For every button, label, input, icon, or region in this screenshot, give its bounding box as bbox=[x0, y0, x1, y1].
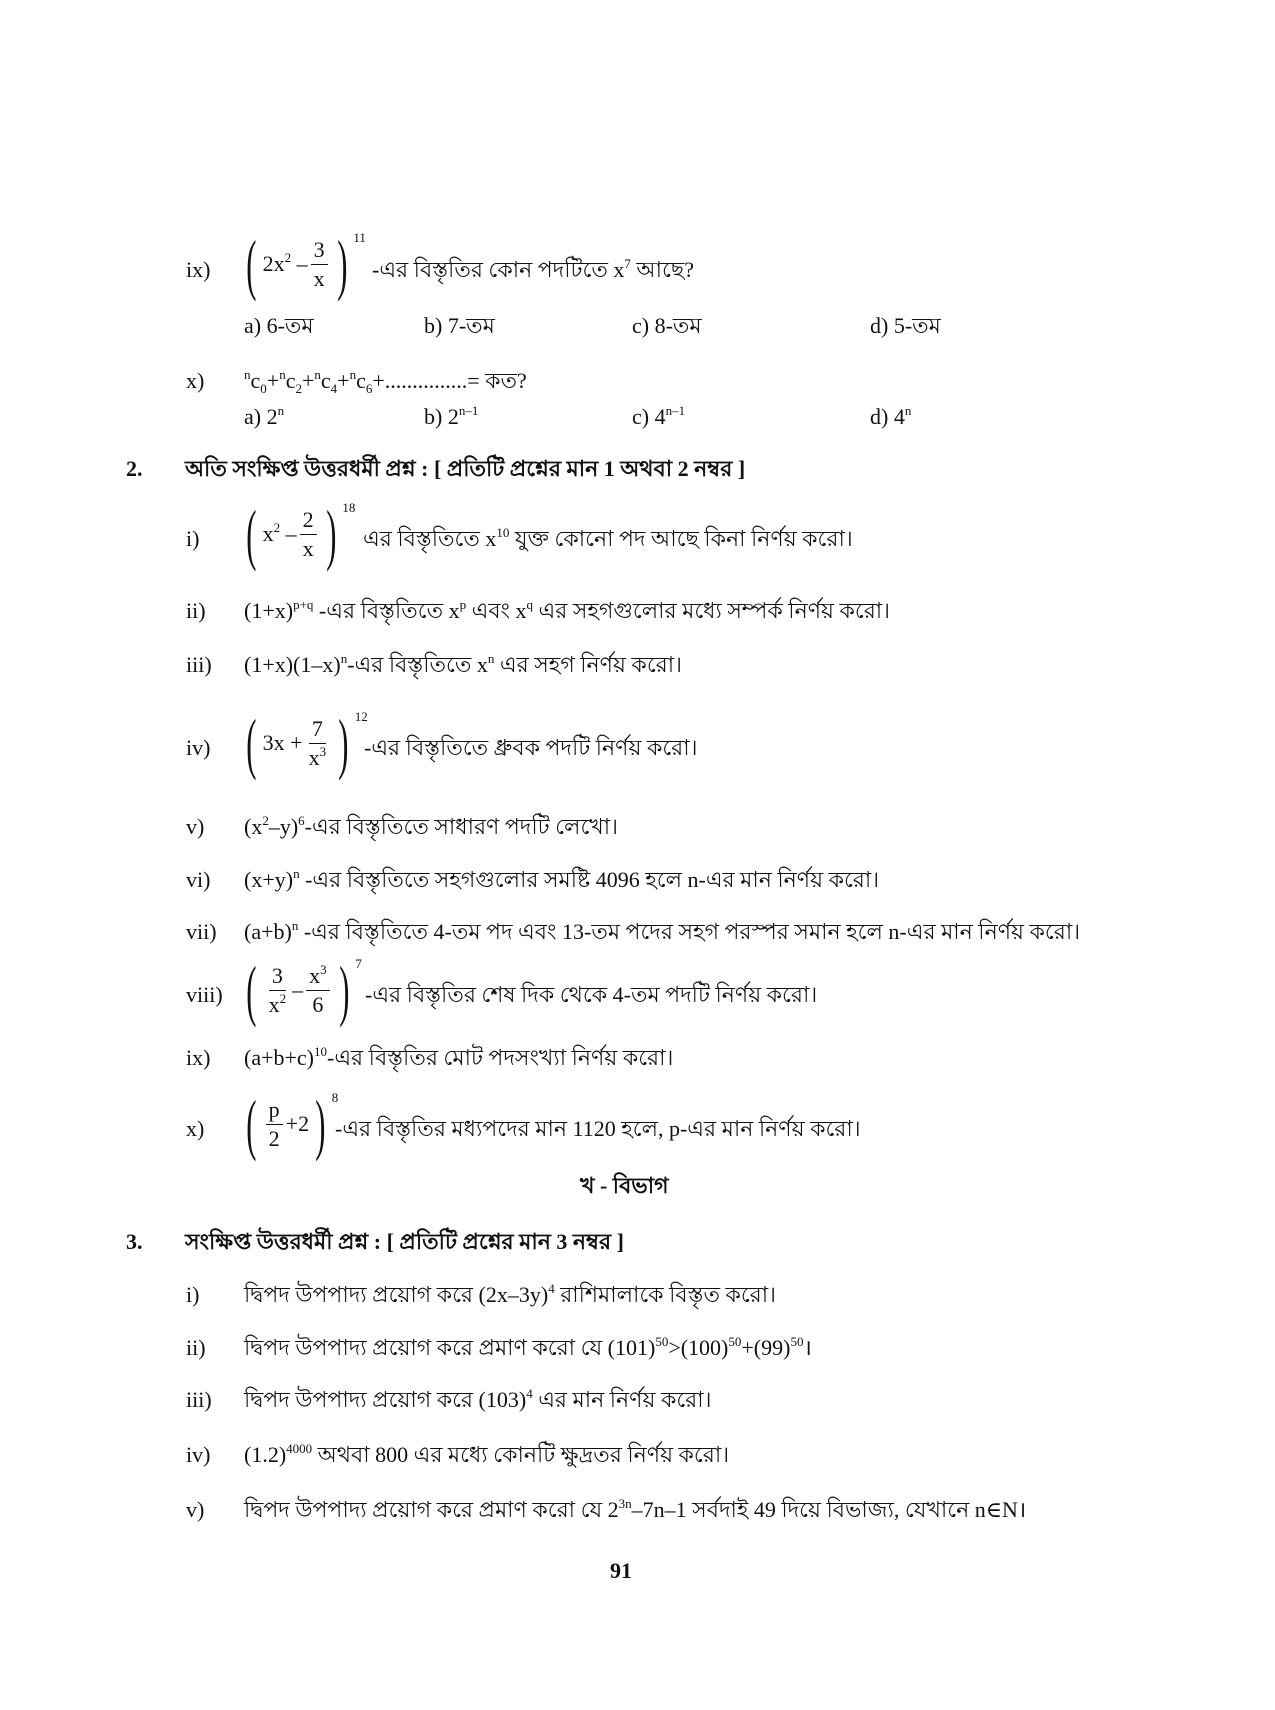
q3-v-text: দ্বিপদ উপপাদ্য প্রয়োগ করে প্রমাণ করো যে $2^{3n}-7n-1$ সর্বদাই 49 দিয়ে বিভাজ্য, যেখানে n∈N। bbox=[244, 1496, 1027, 1522]
q1-ix-option-b: b) 7-তম bbox=[424, 313, 495, 338]
q1-ix-text: -এর বিস্তৃতির কোন পদটিতে $x^7$ আছে? bbox=[372, 256, 694, 282]
q2-i-text: এর বিস্তৃতিতে $x^{10}$ যুক্ত কোনো পদ আছে কিনা নির্ণয় করো। bbox=[363, 525, 853, 551]
q3-title: সংক্ষিপ্ত উত্তরধর্মী প্রশ্ন : [ প্রতিটি প্রশ্নের মান 3 নম্বর ] bbox=[185, 1229, 624, 1254]
q2-vii-text: $(a+b)^n$ -এর বিস্তৃতিতে 4-তম পদ এবং 13-তম পদের সহগ পরস্পর সমান হলে n-এর মান নির্ণয় করো। bbox=[244, 918, 1081, 944]
q2-viii-text: -এর বিস্তৃতির শেষ দিক থেকে 4-তম পদটি নির্ণয় করো। bbox=[365, 982, 818, 1007]
page-number: 91 bbox=[610, 1558, 632, 1583]
q2-iv-expression: ( 3x + $\frac{7}{x^3}$ ) 12 bbox=[246, 705, 368, 781]
q2-x-expression: ( $\frac{p}{2}$ +2 ) 8 bbox=[246, 1086, 339, 1162]
q2-iv-text: -এর বিস্তৃতিতে ধ্রুবক পদটি নির্ণয় করো। bbox=[364, 735, 698, 760]
q3-iii-number: iii) bbox=[186, 1387, 212, 1412]
q3-i-number: i) bbox=[186, 1282, 200, 1307]
q2-ii-text: $(1+x)^{p+q}$ -এর বিস্তৃতিতে $x^p$ এবং $x^q$ এর সহগগুলোর মধ্যে সম্পর্ক নির্ণয় করো। bbox=[244, 597, 891, 623]
q3-v-number: v) bbox=[186, 1497, 205, 1522]
q2-viii-expression: ( $\frac{3}{x^2}$ – $\frac{x^3}{6}$ ) 7 bbox=[246, 952, 362, 1028]
q2-title: অতি সংক্ষিপ্ত উত্তরধর্মী প্রশ্ন : [ প্রতিটি প্রশ্নের মান 1 অথবা 2 নম্বর ] bbox=[185, 456, 746, 481]
q2-iii-text: $(1+x)(1-x)^n-এর$ বিস্তৃতিতে $x^n$ এর সহগ নির্ণয় করো। bbox=[244, 651, 683, 677]
q3-i-text: দ্বিপদ উপপাদ্য প্রয়োগ করে $(2x-3y)^4$ রাশিমালাকে বিস্তৃত করো। bbox=[244, 1281, 777, 1307]
q3-iv-text: $(1.2)^{4000}$ অথবা 800 এর মধ্যে কোনটি ক্ষুদ্রতর নির্ণয় করো। bbox=[244, 1441, 730, 1467]
q2-viii-number: viii) bbox=[186, 982, 223, 1007]
q2-vii-number: vii) bbox=[186, 919, 217, 944]
q2-ix-text: $(a+b+c)^{10}-এর$ বিস্তৃতির মোট পদসংখ্যা নির্ণয় করো। bbox=[244, 1044, 674, 1070]
q1-x-number: x) bbox=[186, 368, 205, 393]
q2-vi-text: $(x+y)^n$ -এর বিস্তৃতিতে সহগগুলোর সমষ্টি 4096 হলে n-এর মান নির্ণয় করো। bbox=[244, 866, 880, 892]
q1-ix-option-a: a) 6-তম bbox=[244, 313, 314, 338]
q2-vi-number: vi) bbox=[186, 867, 211, 892]
q1-ix-expression: ( $2x^2$ – $\frac{3}{x}$ ) 11 bbox=[246, 226, 366, 302]
q2-i-number: i) bbox=[186, 526, 200, 551]
q2-x-text: -এর বিস্তৃতির মধ্যপদের মান 1120 হলে, p-এর মান নির্ণয় করো। bbox=[335, 1116, 861, 1141]
q1-ix-option-c: c) 8-তম bbox=[632, 313, 702, 338]
q3-iv-number: iv) bbox=[186, 1442, 211, 1467]
q1-ix-number: ix) bbox=[186, 257, 211, 282]
q1-x-option-a: a) 2$^n$ bbox=[244, 403, 285, 429]
q1-x-option-c: c) 4$^{n-1}$ bbox=[632, 403, 686, 429]
q2-number: 2. bbox=[126, 456, 143, 481]
q1-x-option-b: b) 2$^{n-1}$ bbox=[424, 403, 479, 429]
q2-ix-number: ix) bbox=[186, 1045, 211, 1070]
q3-ii-number: ii) bbox=[186, 1335, 206, 1360]
q1-x-series: $^nc_0+^nc_2+^nc_4+^nc_6+...............=$ কত? bbox=[244, 367, 527, 396]
q1-ix-option-d: d) 5-তম bbox=[870, 313, 941, 338]
q1-x-option-d: d) 4$^n$ bbox=[870, 403, 912, 429]
q2-iv-number: iv) bbox=[186, 735, 211, 760]
q3-ii-text: দ্বিপদ উপপাদ্য প্রয়োগ করে প্রমাণ করো যে $(101)^{50}>(100)^{50}+(99)^{50}।$ bbox=[244, 1334, 812, 1360]
q2-x-number: x) bbox=[186, 1116, 205, 1141]
q2-v-text: $(x^2-y)^6-এর$ বিস্তৃতিতে সাধারণ পদটি লেখো। bbox=[244, 813, 618, 839]
q3-number: 3. bbox=[126, 1229, 143, 1254]
section-heading: খ - বিভাগ bbox=[580, 1173, 669, 1198]
q3-iii-text: দ্বিপদ উপপাদ্য প্রয়োগ করে $(103)^4$ এর মান নির্ণয় করো। bbox=[244, 1386, 712, 1412]
q2-iii-number: iii) bbox=[186, 652, 212, 677]
q2-ii-number: ii) bbox=[186, 598, 206, 623]
q2-i-expression: ( $x^2$ – $\frac{2}{x}$ ) 18 bbox=[246, 496, 356, 572]
q2-v-number: v) bbox=[186, 814, 205, 839]
